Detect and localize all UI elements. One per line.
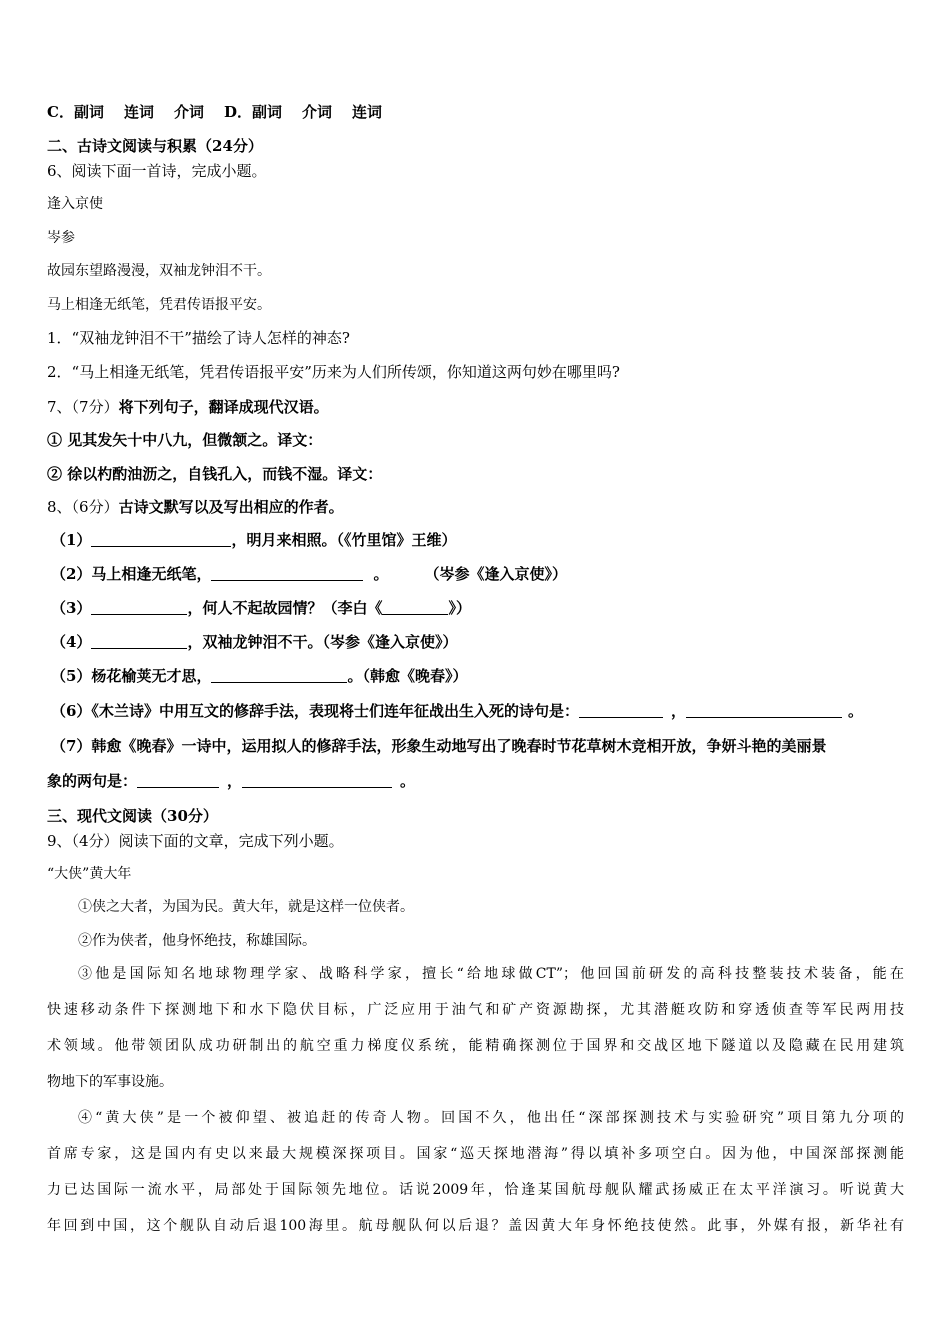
q8-item-1 [51, 530, 456, 550]
option-d-word3: 连词 [352, 103, 383, 121]
option-d-word2: 介词 [302, 103, 333, 121]
item-6-text: （6）《木兰诗》中用互文的修辞手法，表现将士们连年征战出生入死的诗句是： [51, 702, 579, 720]
paragraph-3-line-1: ③他是国际知名地球物理学家、战略科学家，擅长“给地球做CT”；他回国前研发的高科技整装技术装备，能在 [78, 966, 904, 982]
option-c-word3: 介词 [173, 103, 204, 121]
section-3-heading: 三、现代文阅读（30分） [47, 807, 218, 825]
item-7-sep: ， [227, 772, 243, 790]
item-4-label: （4） [51, 633, 92, 651]
q6-prompt: 6、阅读下面一首诗，完成小题。 [47, 162, 267, 180]
q7-sentence-1: ① 见其发矢十中八九，但微颔之。译文： [47, 431, 323, 449]
section-2-heading: 二、古诗文阅读与积累（24分） [47, 137, 263, 155]
q8-prompt: 古诗文默写以及写出相应的作者。 [118, 498, 344, 516]
q8-item-2 [51, 564, 567, 584]
item-6-sep: ， [670, 702, 686, 720]
q8-item-7-line2 [47, 771, 415, 791]
blank-3[interactable] [91, 598, 187, 615]
q6-sub-2: 2．“马上相逢无纸笔，凭君传语报平安”历来为人们所传颂，你知道这两句妙在哪里吗? [47, 363, 620, 381]
paragraph-3-line-3: 术领域。他带领团队成功研制出的航空重力梯度仪系统，能精确探测位于国界和交战区地下隧道以及隐藏在民用建筑 [47, 1038, 904, 1054]
item-3-text: ，何人不起故园情？（李白《 [187, 599, 383, 617]
q8-item-3 [51, 598, 471, 618]
q8-item-6 [51, 701, 863, 721]
paragraph-4-line-1: ④“黄大侠”是一个被仰望、被追赶的传奇人物。回国不久，他出任“深部探测技术与实验研究”项目第九分项的 [78, 1110, 904, 1126]
blank-7b[interactable] [242, 771, 392, 788]
paragraph-4-line-4: 年回到中国，这个舰队自动后退100海里。航母舰队何以后退？盖因黄大年身怀绝技使然。此事，外媒有报，新华社有 [47, 1218, 904, 1234]
blank-7a[interactable] [137, 771, 219, 788]
q9-prompt: 9、（4分）阅读下面的文章，完成下列小题。 [47, 832, 344, 850]
q6-sub-1: 1．“双袖龙钟泪不干”描绘了诗人怎样的神态? [47, 329, 350, 347]
item-2-text: （2）马上相逢无纸笔， [51, 565, 212, 583]
q7-header [47, 397, 329, 417]
item-3-label: （3） [51, 599, 92, 617]
paragraph-4-line-2: 首席专家，这是国内有史以来最大规模深探项目。国家“巡天探地潜海”得以填补多项空白。因为他，中国深部探测能 [47, 1146, 904, 1162]
item-2-period: 。 [373, 565, 389, 583]
item-1-label: （1） [51, 531, 92, 549]
q8-item-4 [51, 632, 457, 652]
paragraph-3-line-2: 快速移动条件下探测地下和水下隐伏目标，广泛应用于油气和矿产资源勘探，尤其潜艇攻防和穿透侦查等军民两用技 [47, 1002, 904, 1018]
q7-prompt: 将下列句子，翻译成现代汉语。 [118, 398, 329, 416]
q8-header [47, 497, 344, 517]
blank-6a[interactable] [579, 701, 663, 718]
q7-sentence-2: ② 徐以杓酌油沥之，自钱孔入，而钱不湿。译文： [47, 465, 383, 483]
item-7-end: 。 [400, 772, 416, 790]
poem-line-2: 马上相逢无纸笔，凭君传语报平安。 [47, 297, 271, 313]
q5-options [47, 102, 382, 122]
paragraph-4-line-3: 力已达国际一流水平，局部处于国际领先地位。话说2009年，恰逢某国航母舰队耀武扬威正在太平洋演习。听说黄大 [47, 1182, 904, 1198]
q8-number: 8、（6分） [47, 498, 119, 516]
paragraph-3-line-4: 物地下的军事设施。 [47, 1074, 173, 1090]
option-c: C．副词 [47, 103, 104, 121]
q8-item-7-line1: （7）韩愈《晚春》一诗中，运用拟人的修辞手法，形象生动地写出了晚春时节花草树木竞相开放，争妍斗艳的美丽景 [51, 737, 827, 755]
item-5-source: 。（韩愈《晚春》） [347, 667, 468, 685]
paragraph-1: ①侠之大者，为国为民。黄大年，就是这样一位侠者。 [78, 899, 414, 915]
blank-5[interactable] [211, 666, 347, 683]
article-title: “大侠”黄大年 [47, 866, 132, 882]
item-7-text: 象的两句是： [47, 772, 138, 790]
option-d: D．副词 [223, 103, 282, 121]
blank-6b[interactable] [686, 701, 842, 718]
blank-4[interactable] [91, 632, 187, 649]
item-5-text: （5）杨花榆荚无才思， [51, 667, 212, 685]
blank-1[interactable] [91, 530, 231, 547]
paragraph-2: ②作为侠者，他身怀绝技，称雄国际。 [78, 933, 316, 949]
poem-author: 岑参 [47, 230, 75, 246]
item-1-text: ，明月来相照。（《竹里馆》王维） [231, 531, 457, 549]
blank-2[interactable] [211, 564, 363, 581]
q8-item-5 [51, 666, 467, 686]
item-3-close: 》） [448, 599, 471, 617]
item-2-source: （岑参《逢入京使》） [424, 565, 567, 583]
poem-line-1: 故园东望路漫漫，双袖龙钟泪不干。 [47, 263, 271, 279]
option-c-word2: 连词 [123, 103, 154, 121]
poem-title: 逢入京使 [47, 196, 103, 212]
item-4-text: ，双袖龙钟泪不干。（岑参《逢入京使》） [187, 633, 458, 651]
q7-number: 7、（7分） [47, 398, 119, 416]
item-6-end: 。 [847, 702, 863, 720]
blank-3-title[interactable] [382, 598, 448, 615]
